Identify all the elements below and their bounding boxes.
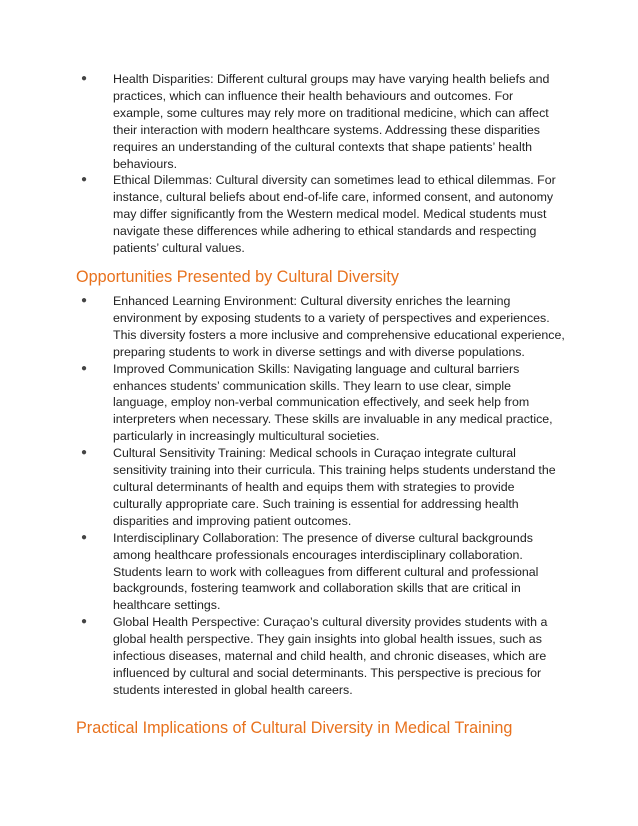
list-item: [76, 445, 566, 530]
list-item: [76, 71, 566, 172]
list-item-text: Ethical Dilemmas: Cultural diversity can sometimes lead to ethical dilemmas. For instance, cultural beliefs about end-of-life care, informed consent, and autonomy may differ significantly from the Western medical model. Medical students must navigate these differences while adhering to ethical standards and respecting patients’ cultural values.: [113, 173, 556, 256]
section-heading-practical-implications: Practical Implications of Cultural Diversity in Medical Training: [76, 719, 513, 737]
list-item-text: Global Health Perspective: Curaçao’s cultural diversity provides students with a global health perspective. They gain insights into global health issues, such as infectious diseases, maternal and child health, and chronic diseases, which are influenced by cultural and social determinants. This perspective is precious for students interested in global health careers.: [113, 615, 548, 697]
bullet-icon: ●: [81, 73, 88, 84]
list-item-text: Interdisciplinary Collaboration: The presence of diverse cultural backgrounds among healthcare professionals encourages interdisciplinary collaboration. Students learn to work with colleagues from different cultural and professional backgrounds, fostering teamwork and collaboration skills that are critical in healthcare settings.: [113, 530, 539, 613]
bullet-icon: ●: [81, 174, 88, 186]
bullet-icon: ●: [81, 616, 88, 628]
list-item: [76, 530, 566, 615]
list-item: [76, 172, 566, 257]
bullet-icon: ●: [81, 295, 88, 306]
bullet-icon: ●: [81, 447, 88, 459]
bullet-icon: ●: [81, 362, 88, 374]
list-item: [76, 293, 566, 361]
bullet-icon: ●: [81, 531, 88, 543]
section-heading-opportunities: Opportunities Presented by Cultural Diversity: [76, 268, 399, 286]
list-item-text: Enhanced Learning Environment: Cultural diversity enriches the learning environment by exposing students to a variety of perspectives and experiences. This diversity fosters a more inclusive and comprehensive educational experience, preparing students to work in diverse settings and with diverse populations.: [113, 294, 565, 359]
list-item: [76, 361, 566, 446]
list-item: [76, 614, 566, 699]
list-item-text: Health Disparities: Different cultural groups may have varying health beliefs and practices, which can influence their health behaviours and outcomes. For example, some cultures may rely more on traditional medicine, which can affect their interaction with modern healthcare systems. Addressing these disparities requires an understanding of the cultural contexts that shape patients’ health behaviours.: [113, 72, 550, 171]
list-item-text: Cultural Sensitivity Training: Medical schools in Curaçao integrate cultural sensitivity training into their curricula. This training helps students understand the cultural determinants of health and equips them with strategies to provide culturally appropriate care. Such training is essential for addressing health disparities and improving patient outcomes.: [113, 446, 556, 528]
challenges-list: [76, 71, 566, 257]
list-item-text: Improved Communication Skills: Navigating language and cultural barriers enhances students’ communication skills. They learn to use clear, simple language, employ non-verbal communication effectively, and seek help from interpreters when necessary. These skills are invaluable in any medical practice, particularly in increasingly multicultural societies.: [113, 361, 553, 444]
opportunities-list: [76, 293, 566, 699]
